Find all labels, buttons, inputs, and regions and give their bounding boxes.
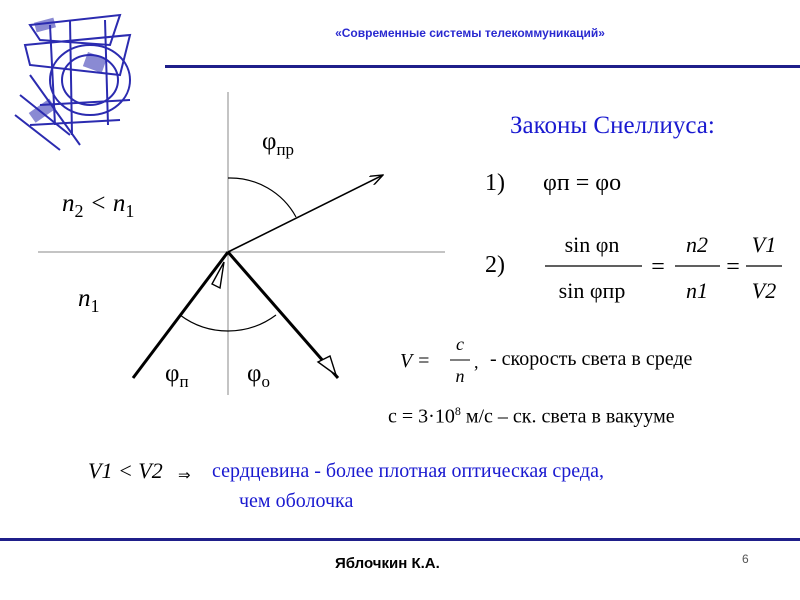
svg-text:,: ,	[474, 352, 479, 372]
v-inequality: V1 < V2	[88, 458, 163, 483]
page-number: 6	[742, 552, 749, 566]
law2-num2: n2	[686, 232, 708, 257]
v-description: - скорость света в среде	[490, 348, 693, 370]
law2-num1: sin φn	[564, 232, 620, 257]
label-phi-reflected: $\varphi_о$	[247, 360, 270, 391]
label-phi-incident: $\varphi_п$	[165, 360, 189, 391]
law1-formula: φп = φо	[543, 170, 622, 196]
footer-rule	[0, 538, 800, 541]
reflected-ray	[228, 252, 338, 378]
c-line: $c = 3\cdot 10^8$ м/с – ск. света в вакууме	[388, 404, 675, 428]
svg-text:V =: V =	[400, 350, 431, 372]
law2-formula	[540, 228, 785, 313]
svg-text:c: c	[456, 334, 464, 354]
law2-den2: n1	[686, 278, 708, 303]
implies-icon: ⇒	[178, 468, 191, 484]
law2-den3: V2	[751, 278, 777, 303]
law2-number: 2)	[485, 252, 505, 278]
course-title: «Современные системы телекоммуникаций»	[335, 26, 605, 40]
label-n2-lt-n1: $n_2 < n_1$	[62, 190, 135, 221]
law2-num3: V1	[751, 232, 777, 257]
label-phi-refracted: $\varphi_{пр}$	[262, 128, 295, 159]
refracted-ray	[228, 175, 383, 252]
footer-author: Яблочкин К.А.	[335, 555, 440, 572]
law1-number: 1)	[485, 170, 505, 196]
v-formula	[398, 332, 490, 390]
law2-eq1: =	[651, 254, 665, 280]
conclusion-line1: сердцевина - более плотная оптическая среда,	[212, 460, 604, 482]
conclusion-line2: чем оболочка	[239, 490, 354, 512]
snell-laws-title: Законы Снеллиуса:	[510, 112, 715, 139]
svg-text:n: n	[455, 366, 465, 386]
law2-eq2: =	[726, 254, 740, 280]
label-n1: $n_1$	[78, 285, 100, 316]
refracted-angle-arc	[228, 178, 296, 217]
law2-den1: sin φпр	[558, 278, 626, 303]
